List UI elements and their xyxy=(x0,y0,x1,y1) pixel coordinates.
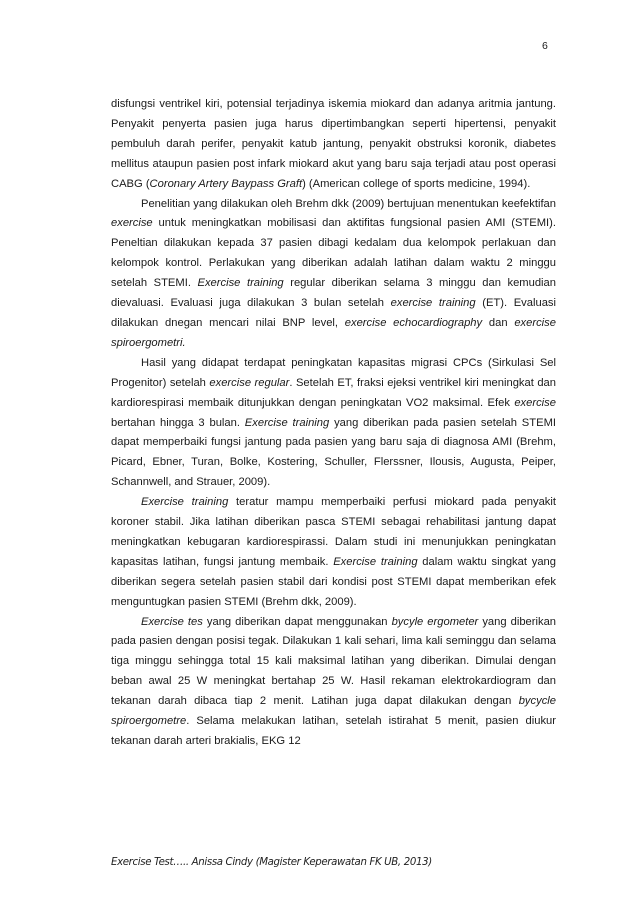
text-run: teratur mampu memperbaiki perfusi miokard pada penyakit koroner stabil. Jika latihan diberikan pasca STEMI sebagai rehabilitasi jantung dapat meningkatkan kebugaran kardiorespirassi. Dalam studi ini menunjukkan peningkatan kapasitas latihan, fungsi jantung membaik. xyxy=(111,496,556,568)
paragraph xyxy=(111,95,556,195)
italic-text: exercise echocardiography xyxy=(344,316,483,329)
text-run: (ET). Evaluasi dilakukan dnegan mencari nilai BNP level, xyxy=(111,297,557,329)
paragraph xyxy=(111,613,556,752)
italic-text: exercise spiroergometri. xyxy=(111,316,556,349)
paragraph xyxy=(111,493,556,612)
paragraph xyxy=(111,195,556,354)
text-run: yang diberikan pada pasien dengan posisi tegak. Dilakukan 1 kali sehari, lima kali seminggu dan selama tiga minggu sehingga total 15 kali maksimal latihan yang diberikan. Dimulai dengan beban awal 25 W meningkat bertahap 25 W. Hasil rekaman elektrokardiogram dan tekanan darah dibaca tiap 2 menit. Latihan juga dapat dilakukan dengan xyxy=(111,615,557,708)
italic-text: bycycle spiroergometre xyxy=(111,695,556,728)
italic-text: exercise xyxy=(111,217,153,230)
text-run: dalam waktu singkat yang diberikan segera setelah pasien stabil dari kondisi post STEMI dapat memberikan efek menguntugkan pasien STEMI (Brehm dkk, 2009). xyxy=(111,555,556,608)
text-run: bertahan hingga 3 bulan. xyxy=(111,416,245,429)
text-run: Penelitian yang dilakukan oleh Brehm dkk (2009) bertujuan menentukan keefektifan xyxy=(141,197,556,210)
text-run: . Selama melakukan latihan, setelah istirahat 5 menit, pasien diukur tekanan darah arteri brakialis, EKG 12 xyxy=(111,715,556,747)
italic-text: bycyle ergometer xyxy=(391,615,479,628)
italic-text: Exercise training xyxy=(333,555,418,568)
text-run: regular diberikan selama 3 minggu dan kemudian dievaluasi. Evaluasi juga dilakukan 3 bulan setelah xyxy=(111,277,556,310)
italic-text: exercise xyxy=(514,396,556,409)
text-run: dan xyxy=(482,316,515,329)
paragraph xyxy=(111,354,556,493)
text-run: . Setelah ET, fraksi ejeksi ventrikel kiri meningkat dan kardiorespirasi membaik ditunjukkan dengan peningkatan VO2 maksimal. Efek xyxy=(111,376,556,409)
italic-text: exercise training xyxy=(390,297,476,310)
text-run: ) (American college of sports medicine, 1994). xyxy=(302,177,531,190)
text-run: disfungsi ventrikel kiri, potensial terjadinya iskemia miokard dan adanya aritmia jantung. Penyakit penyerta pasien juga harus dipertimbangkan seperti hipertensi, penyakit pembuluh darah perifer, penyakit katub jantung, penyakit obstruksi koronik, diabetes mellitus ataupun pasien post infark miokard akut yang baru saja terjadi atau post operasi CABG ( xyxy=(111,98,556,190)
italic-text: Exercise training xyxy=(244,416,330,429)
text-run: Hasil yang didapat terdapat peningkatan kapasitas migrasi CPCs (Sirkulasi Sel Progenitor) setelah xyxy=(111,356,556,389)
text-run: yang diberikan pada pasien setelah STEMI dapat memperbaiki fungsi jantung pada pasien yang baru saja di diagnosa AMI (Brehm, Picard, Ebner, Turan, Bolke, Kostering, Schuller, Flerssner, Ilousis, Augusta, Peiper, Schannwell, and Strauer, 2009). xyxy=(111,416,556,489)
italic-text: Coronary Artery Baypass Graft xyxy=(149,177,303,190)
italic-text: exercise regular xyxy=(209,376,290,389)
italic-text: Exercise training xyxy=(197,277,284,290)
page-footer: Exercise Test….. Anissa Cindy (Magister Keperawatan FK UB, 2013) xyxy=(111,857,432,868)
page-number: 6 xyxy=(542,40,548,52)
body-text xyxy=(111,95,556,752)
italic-text: Exercise training xyxy=(141,496,229,509)
text-run: untuk meningkatkan mobilisasi dan aktifitas fungsional pasien AMI (STEMI). Peneltian dilakukan kepada 37 pasien dibagi kedalam dua kelompok perlakuan dan kelompok kontrol. Perlakukan yang diberikan adalah latihan dalam waktu 2 minggu setelah STEMI. xyxy=(111,217,556,290)
italic-text: Exercise tes xyxy=(141,615,203,628)
text-run: yang diberikan dapat menggunakan xyxy=(202,615,392,628)
